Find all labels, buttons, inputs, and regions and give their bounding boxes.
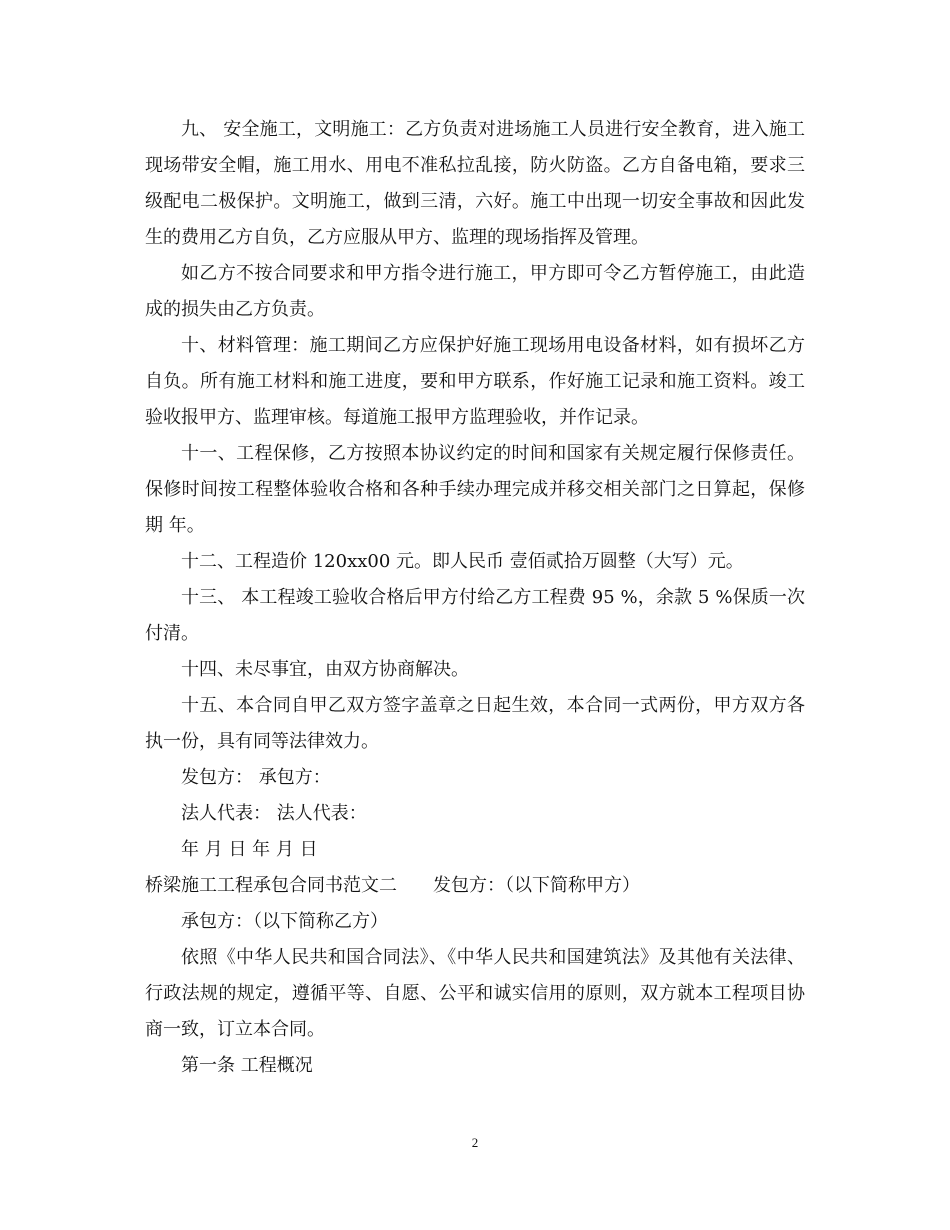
paragraph-article-11: 十一、工程保修，乙方按照本协议约定的时间和国家有关规定履行保修责任。保修时间按工程整体验收合格和各种手续办理完成并移交相关部门之日算起，保修期 年。: [145, 443, 805, 536]
document-title: 桥梁施工工程承包合同书范文二: [145, 875, 397, 896]
paragraph-article-10: 十、材料管理：施工期间乙方应保护好施工现场用电设备材料，如有损坏乙方自负。所有施工材料和施工进度，要和甲方联系，作好施工记录和施工资料。竣工验收报甲方、监理审核。每道施工报甲方监理验收，并作记录。: [145, 335, 805, 428]
paragraph-legal-basis: 依照《中华人民共和国合同法》、《中华人民共和国建筑法》及其他有关法律、行政法规的规定，遵循平等、自愿、公平和诚实信用的原则，双方就本工程项目协商一致，订立本合同。: [145, 947, 805, 1040]
page-number: 2: [471, 1135, 479, 1150]
paragraph-article-9: 九、 安全施工，文明施工：乙方负责对进场施工人员进行安全教育，进入施工现场带安全帽，施工用水、用电不准私拉乱接，防火防盗。乙方自备电箱，要求三级配电二极保护。文明施工，做到三清，六好。施工中出现一切安全事故和因此发生的费用乙方自负，乙方应服从甲方、监理的现场指挥及管理。: [145, 119, 805, 248]
party-b-line: 承包方：（以下简称乙方）: [181, 911, 388, 932]
signature-dates: 年 月 日 年 月 日: [181, 839, 318, 860]
paragraph-article-13: 十三、 本工程竣工验收合格后甲方付给乙方工程费 95 %，余款 5 %保质一次付清。: [145, 587, 805, 644]
paragraph-article-12: 十二、工程造价 120xx00 元。即人民币 壹佰贰拾万圆整（大写）元。: [181, 551, 744, 572]
paragraph-article-14: 十四、未尽事宜，由双方协商解决。: [181, 659, 469, 680]
party-a-line: 发包方：（以下简称甲方）: [433, 875, 640, 896]
signature-parties: 发包方： 承包方：: [181, 767, 331, 788]
signature-representatives: 法人代表： 法人代表：: [181, 803, 367, 824]
paragraph-article-15: 十五、本合同自甲乙双方签字盖章之日起生效，本合同一式两份，甲方双方各执一份，具有同等法律效力。: [145, 695, 805, 752]
article-1-heading: 第一条 工程概况: [181, 1055, 313, 1076]
document-title-line: [145, 868, 805, 904]
paragraph-suspension-clause: 如乙方不按合同要求和甲方指令进行施工，甲方即可令乙方暂停施工，由此造成的损失由乙方负责。: [145, 263, 805, 320]
document-body: [145, 112, 805, 1084]
